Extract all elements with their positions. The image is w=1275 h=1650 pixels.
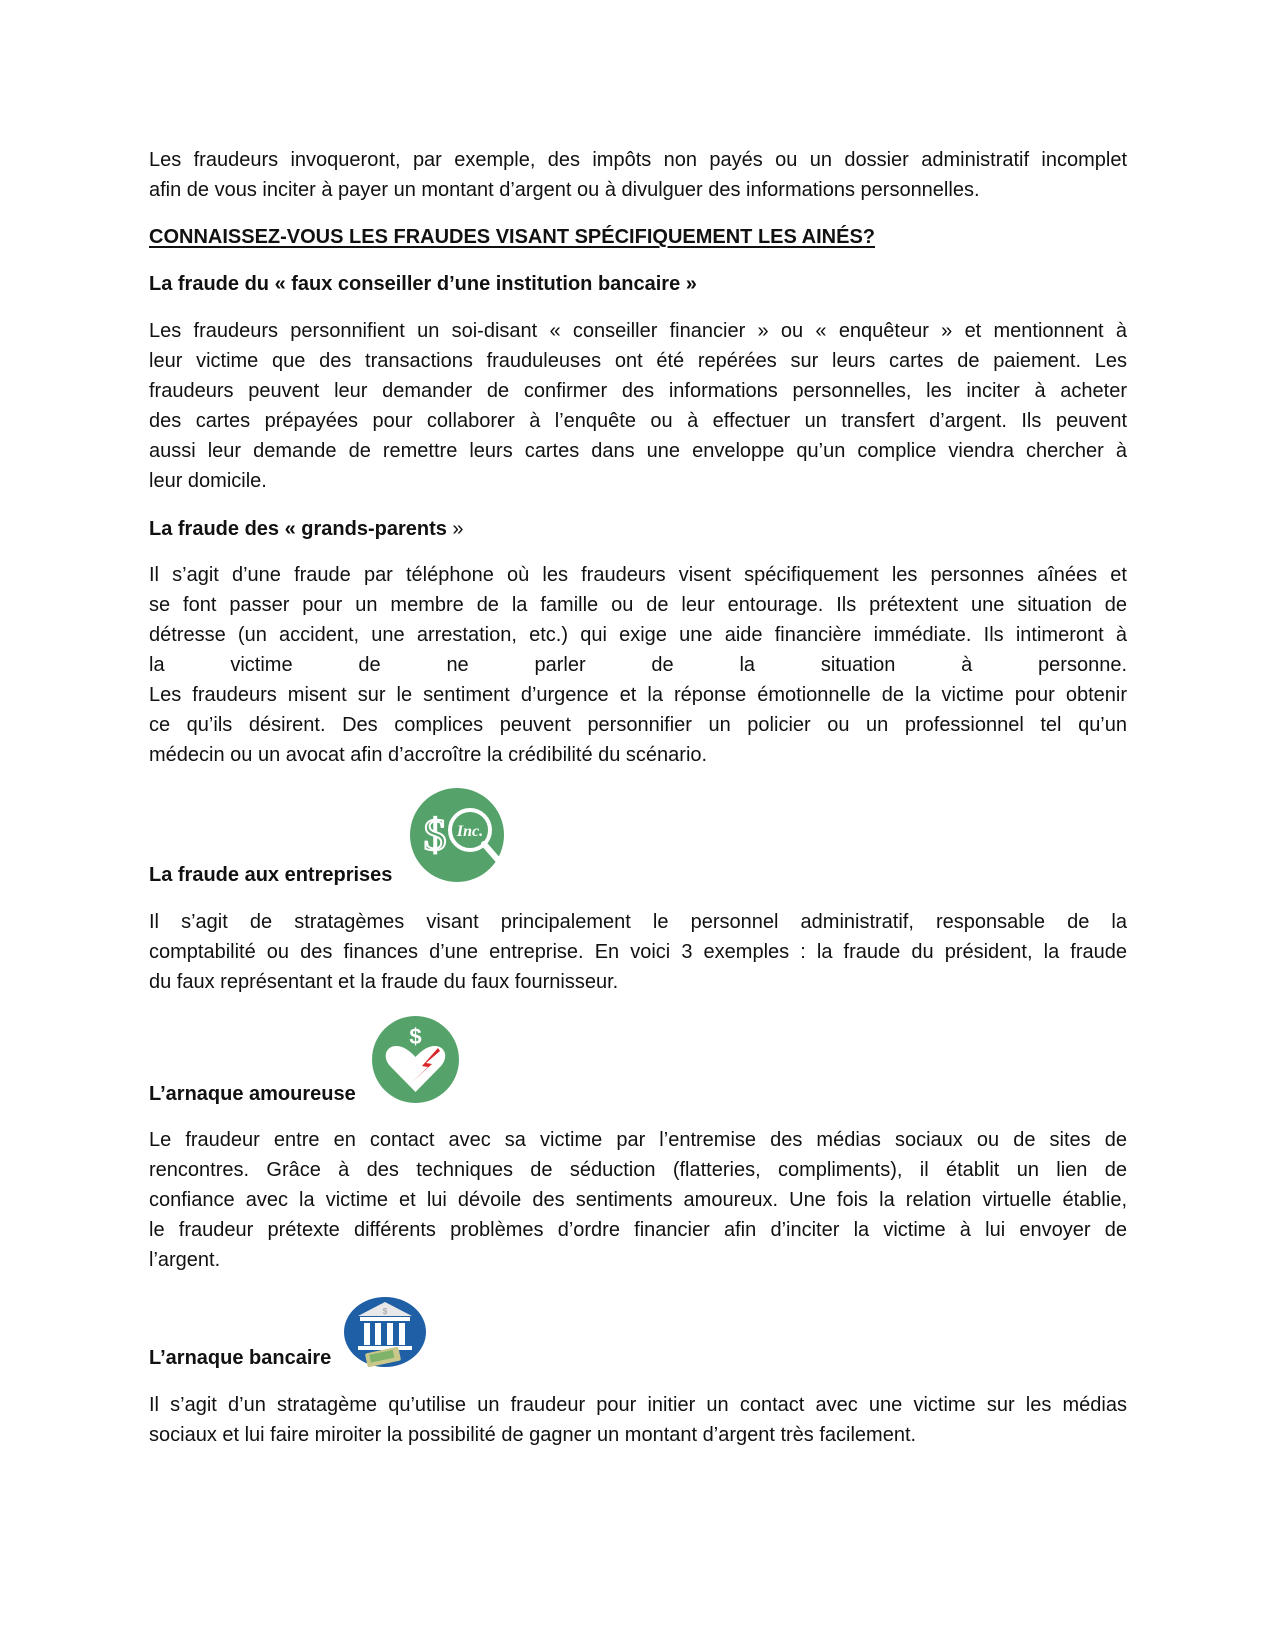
paragraph-grands-parents — [149, 560, 1127, 770]
svg-text:$: $ — [423, 809, 447, 860]
text-line: la victime de ne parler de la situation à personne. — [149, 654, 1127, 676]
text-line: l’argent. — [149, 1249, 221, 1271]
heading-text: La fraude des « grands-parents — [149, 518, 447, 540]
heading-faux-conseiller: La fraude du « faux conseiller d’une institution bancaire » — [149, 273, 697, 295]
svg-text:Inc.: Inc. — [456, 823, 484, 840]
svg-text:$: $ — [382, 1307, 388, 1316]
text-line: afin de vous inciter à payer un montant d’argent ou à divulguer des informations personnelles. — [149, 179, 980, 201]
text-line: confiance avec la victime et lui dévoile des sentiments amoureux. Une fois la relation virtuelle établie, — [149, 1189, 1127, 1211]
text-line: Le fraudeur entre en contact avec sa victime par l’entremise des médias sociaux ou de sites de — [149, 1129, 1127, 1151]
heading-bancaire: L’arnaque bancaire — [149, 1347, 332, 1369]
text-line: aussi leur demande de remettre leurs cartes dans une enveloppe qu’un complice viendra chercher à — [149, 440, 1127, 462]
text-line: se font passer pour un membre de la famille ou de leur entourage. Ils prétextent une situation de — [149, 594, 1127, 616]
text-line: Il s’agit de stratagèmes visant principalement le personnel administratif, responsable de la — [149, 911, 1127, 933]
text-line: détresse (un accident, une arrestation, etc.) qui exige une aide financière immédiate. Ils intimeront à — [149, 624, 1127, 646]
text-line: Il s’agit d’une fraude par téléphone où les fraudeurs visent spécifiquement les personnes aînées et — [149, 564, 1127, 586]
paragraph-amoureuse — [149, 1125, 1127, 1275]
heading-grands-parents — [149, 514, 1127, 544]
heading-suffix: » — [446, 518, 464, 540]
text-line: leur domicile. — [149, 470, 267, 492]
text-line: leur victime que des transactions frauduleuses ont été repérées sur leurs cartes de paiement. Les — [149, 350, 1127, 372]
heading-entreprises: La fraude aux entreprises — [149, 864, 393, 886]
text-line: médecin ou un avocat afin d’accroître la crédibilité du scénario. — [149, 744, 708, 766]
text-line: Les fraudeurs invoqueront, par exemple, des impôts non payés ou un dossier administratif incomplet — [149, 149, 1127, 171]
text-line: Les fraudeurs personnifient un soi-disant « conseiller financier » ou « enquêteur » et mentionnent à — [149, 320, 1127, 342]
text-line: sociaux et lui faire miroiter la possibilité de gagner un montant d’argent très facilement. — [149, 1424, 917, 1446]
text-line: le fraudeur prétexte différents problèmes d’ordre financier afin d’inciter la victime à lui envoyer de — [149, 1219, 1127, 1241]
section-title: CONNAISSEZ-VOUS LES FRAUDES VISANT SPÉCIFIQUEMENT LES AINÉS? — [149, 226, 875, 248]
heading-amoureuse: L’arnaque amoureuse — [149, 1083, 356, 1105]
paragraph-entreprises — [149, 907, 1127, 997]
svg-text:$: $ — [409, 1024, 422, 1049]
text-line: ce qu’ils désirent. Des complices peuvent personnifier un policier ou un professionnel tel qu’un — [149, 714, 1127, 736]
text-line: fraudeurs peuvent leur demander de confirmer des informations personnelles, les inciter à acheter — [149, 380, 1127, 402]
text-line: du faux représentant et la fraude du faux fournisseur. — [149, 971, 619, 993]
text-line: comptabilité ou des finances d’une entreprise. En voici 3 exemples : la fraude du président, la fraude — [149, 941, 1127, 963]
intro-paragraph — [149, 145, 1127, 205]
text-line: Les fraudeurs misent sur le sentiment d’urgence et la réponse émotionnelle de la victime pour obtenir — [149, 684, 1127, 706]
paragraph-faux-conseiller — [149, 316, 1127, 496]
text-line: rencontres. Grâce à des techniques de séduction (flatteries, compliments), il établit un lien de — [149, 1159, 1127, 1181]
text-line: Il s’agit d’un stratagème qu’utilise un fraudeur pour initier un contact avec une victime sur les médias — [149, 1394, 1127, 1416]
text-line: des cartes prépayées pour collaborer à l’enquête ou à effectuer un transfert d’argent. Ils peuvent — [149, 410, 1127, 432]
paragraph-bancaire — [149, 1390, 1127, 1450]
